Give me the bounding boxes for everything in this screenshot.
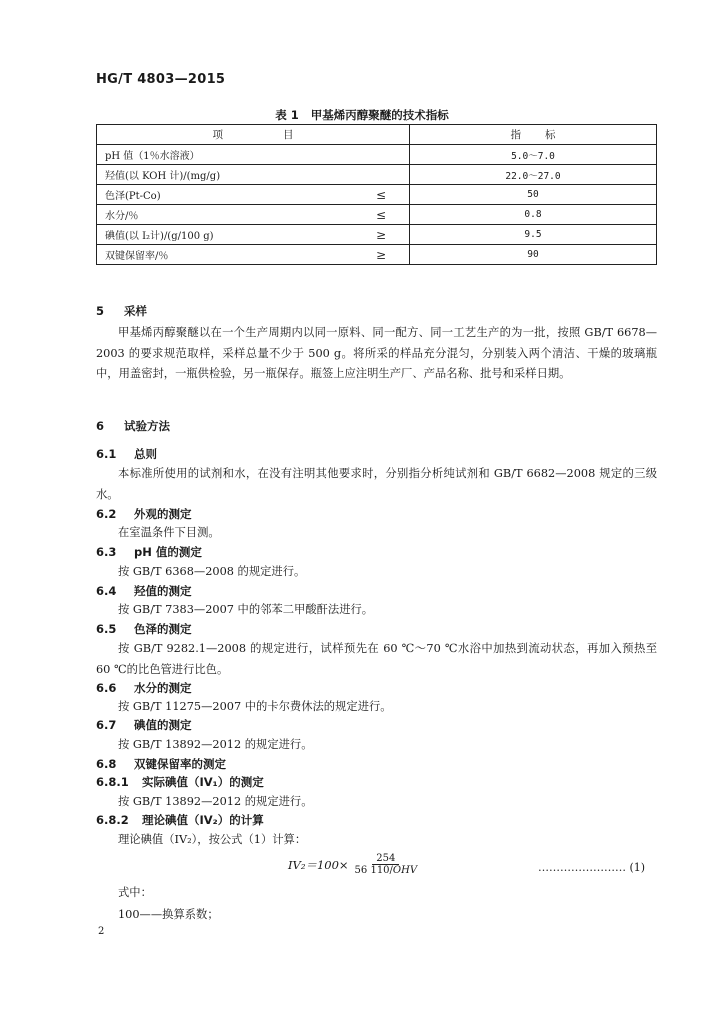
row-value: 0.8 bbox=[410, 205, 657, 225]
row-symbol bbox=[353, 165, 410, 185]
table-caption bbox=[0, 107, 724, 123]
formula-numerator: 254 bbox=[372, 853, 399, 865]
row-item: pH 值（1％水溶液） bbox=[97, 145, 354, 165]
row-value: 50 bbox=[410, 185, 657, 205]
row-value: 5.0～7.0 bbox=[410, 145, 657, 165]
formula-fraction bbox=[351, 853, 422, 876]
row-item: 双键保留率/％ bbox=[97, 245, 354, 265]
table-header-row bbox=[97, 125, 657, 145]
table-row bbox=[97, 165, 657, 185]
row-item: 水分/％ bbox=[97, 205, 354, 225]
section-heading-6: 6 试验方法 bbox=[96, 419, 170, 433]
where-label: 式中： bbox=[118, 886, 152, 899]
section-6-8-2-body: 理论碘值（IV₂），按公式（1）计算： bbox=[118, 833, 307, 846]
row-symbol bbox=[353, 145, 410, 165]
formula-denominator: 56 110/OHV bbox=[354, 865, 418, 876]
row-symbol: ≤ bbox=[353, 205, 410, 225]
section-heading-6-6: 6.6 水分的测定 bbox=[96, 681, 192, 695]
col-header-value: 指标 bbox=[410, 125, 657, 145]
row-value: 90 bbox=[410, 245, 657, 265]
where-item-1: 100——换算系数； bbox=[118, 908, 219, 921]
row-item: 羟值(以 KOH 计)/(mg/g) bbox=[97, 165, 354, 185]
section-5-body: 甲基烯丙醇聚醚以在一个生产周期内以同一原料、同一配方、同一工艺生产的为一批，按照 GB/T 6678—2003 的要求规范取样，采样总量不少于 500 g。将所采的样品充分混匀，分别装入两个清洁、干燥的玻璃瓶中，用盖密封，一瓶供检验，另一瓶保存。瓶签上应注明生产厂、产品名称、批号和采样日期。 bbox=[96, 326, 657, 380]
row-value: 9.5 bbox=[410, 225, 657, 245]
table-row bbox=[97, 245, 657, 265]
section-heading-6-3: 6.3 pH 值的测定 bbox=[96, 545, 202, 559]
section-6-6-body: 按 GB/T 11275—2007 中的卡尔费休法的规定进行。 bbox=[118, 700, 392, 713]
table-caption-title: 甲基烯丙醇聚醚的技术指标 bbox=[310, 108, 449, 122]
section-heading-6-5: 6.5 色泽的测定 bbox=[96, 622, 192, 636]
table-caption-number: 表 1 bbox=[275, 108, 299, 122]
col-header-item: 项目 bbox=[97, 125, 410, 145]
row-item: 碘值(以 I₂计)/(g/100 g) bbox=[97, 225, 354, 245]
standard-code: HG/T 4803—2015 bbox=[96, 72, 226, 87]
section-heading-5: 5 采样 bbox=[96, 304, 147, 318]
page-number: 2 bbox=[98, 926, 105, 937]
section-6-8-1-body: 按 GB/T 13892—2012 的规定进行。 bbox=[118, 795, 313, 808]
section-6-3-body: 按 GB/T 6368—2008 的规定进行。 bbox=[118, 565, 306, 578]
section-heading-6-8-2: 6.8.2 理论碘值（IV₂）的计算 bbox=[96, 813, 264, 827]
formula-number: …………………… (1) bbox=[538, 861, 646, 874]
row-symbol: ≥ bbox=[353, 245, 410, 265]
row-symbol: ≤ bbox=[353, 185, 410, 205]
section-heading-6-1: 6.1 总则 bbox=[96, 447, 157, 461]
section-heading-6-8-1: 6.8.1 实际碘值（IV₁）的测定 bbox=[96, 775, 264, 789]
section-6-1-body: 本标准所使用的试剂和水，在没有注明其他要求时，分别指分析纯试剂和 GB/T 6682—2008 规定的三级水。 bbox=[96, 467, 657, 501]
table-row bbox=[97, 205, 657, 225]
section-6-2-body: 在室温条件下目测。 bbox=[118, 526, 220, 539]
section-heading-6-4: 6.4 羟值的测定 bbox=[96, 584, 192, 598]
table-row bbox=[97, 185, 657, 205]
table-row bbox=[97, 225, 657, 245]
section-6-4-body: 按 GB/T 7383—2007 中的邻苯二甲酸酐法进行。 bbox=[118, 603, 374, 616]
section-heading-6-7: 6.7 碘值的测定 bbox=[96, 718, 192, 732]
section-6-5-body: 按 GB/T 9282.1—2008 的规定进行，试样预先在 60 ℃～70 ℃水浴中加热到流动状态，再加入预热至 60 ℃的比色管进行比色。 bbox=[96, 642, 657, 676]
row-value: 22.0～27.0 bbox=[410, 165, 657, 185]
section-6-7-body: 按 GB/T 13892—2012 的规定进行。 bbox=[118, 738, 313, 751]
spec-table bbox=[96, 124, 657, 265]
row-item: 色泽(Pt-Co) bbox=[97, 185, 354, 205]
formula-lhs: IV₂＝100× bbox=[288, 857, 349, 872]
formula-1 bbox=[288, 853, 421, 876]
row-symbol: ≥ bbox=[353, 225, 410, 245]
table-row bbox=[97, 145, 657, 165]
section-heading-6-8: 6.8 双键保留率的测定 bbox=[96, 757, 226, 771]
section-heading-6-2: 6.2 外观的测定 bbox=[96, 507, 192, 521]
